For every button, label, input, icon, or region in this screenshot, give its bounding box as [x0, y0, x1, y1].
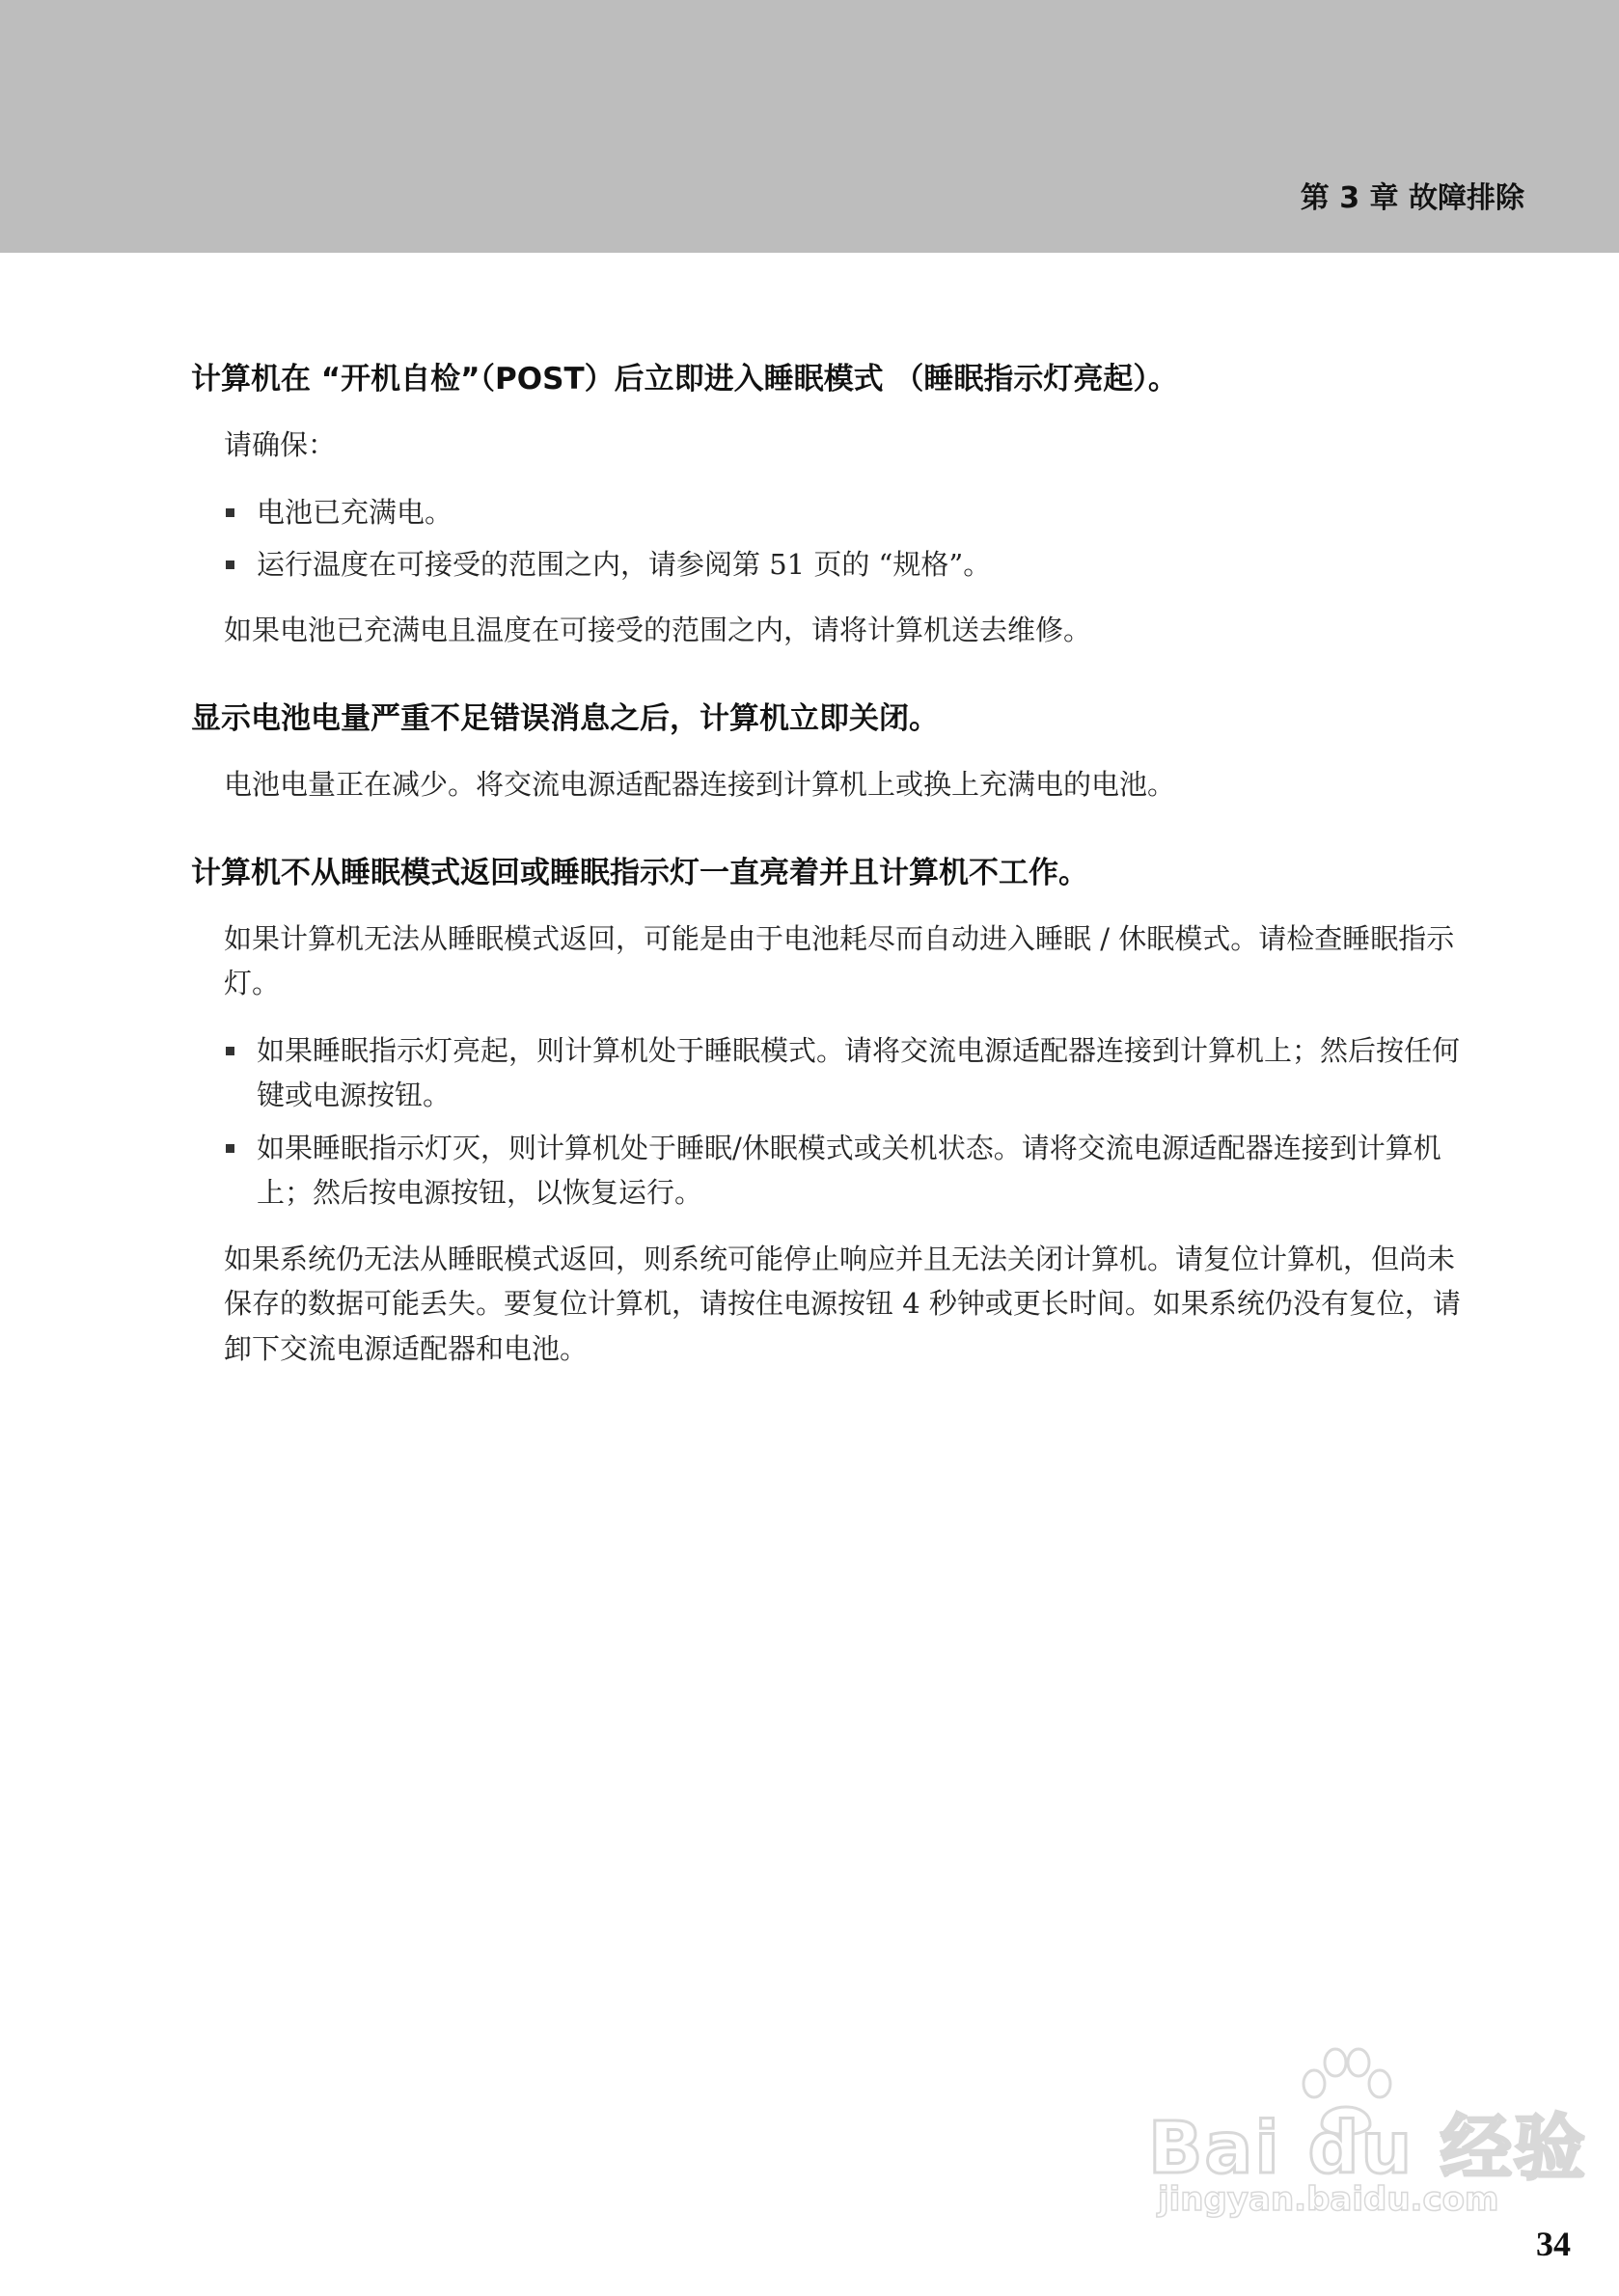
- section-sleep-after-post: [191, 357, 1474, 652]
- watermark-url: jingyan.baidu.com: [1158, 2180, 1499, 2219]
- section-low-battery-shutdown: [191, 697, 1474, 806]
- page-content: [191, 357, 1474, 1415]
- section-intro: 请确保：: [224, 428, 337, 461]
- watermark-brand: Bai du 经验: [1148, 2107, 1587, 2190]
- chapter-title: 第 3 章 故障排除: [1300, 181, 1524, 215]
- bullet-list: [224, 490, 1474, 587]
- page-number: 34: [1536, 2225, 1571, 2263]
- header-band: [0, 0, 1619, 253]
- list-item: 运行温度在可接受的范围之内，请参阅第 51 页的 “规格”。: [224, 542, 1474, 587]
- baidu-jingyan-watermark: [1148, 2045, 1587, 2219]
- bullet-square-icon: [226, 1047, 234, 1055]
- power-button-term: 电源: [783, 1288, 838, 1320]
- list-item: 如果睡眠指示灯灭，则计算机处于睡眠/休眠模式或关机状态。请将交流电源适配器连接到计算机上；然后按电源按钮，以恢复运行。: [224, 1126, 1474, 1216]
- section-intro: 如果计算机无法从睡眠模式返回，可能是由于电池耗尽而自动进入睡眠 / 休眠模式。请检查睡眠指示灯。: [224, 922, 1455, 999]
- bullet-square-icon: [226, 560, 234, 569]
- section-outro: 如果系统仍无法从睡眠模式返回，则系统可能停止响应并且无法关闭计算机。请复位计算机，但尚未保存的数据可能丢失。要复位计算机，请按住电源按钮 4 秒钟或更长时间。如果系统仍没有复位，请卸下交流电源适配器和电池。: [224, 1243, 1461, 1365]
- section-heading: 计算机在 “开机自检”（POST）后立即进入睡眠模式 （睡眠指示灯亮起）。: [191, 362, 1178, 396]
- section-body: 电池电量正在减少。将交流电源适配器连接到计算机上或换上充满电的电池。: [224, 768, 1176, 801]
- section-outro: 如果电池已充满电且温度在可接受的范围之内，请将计算机送去维修。: [224, 614, 1092, 646]
- power-button-term: 电源: [313, 1080, 368, 1111]
- list-item: 如果睡眠指示灯亮起，则计算机处于睡眠模式。请将交流电源适配器连接到计算机上；然后按任何键或电源按钮。: [224, 1028, 1474, 1118]
- section-heading: 计算机不从睡眠模式返回或睡眠指示灯一直亮着并且计算机不工作。: [191, 856, 1088, 890]
- bullet-square-icon: [226, 1144, 234, 1153]
- power-button-term: 电源: [397, 1177, 452, 1209]
- section-no-resume-from-sleep: [191, 851, 1474, 1371]
- section-heading: 显示电池电量严重不足错误消息之后，计算机立即关闭。: [191, 701, 939, 736]
- list-item: 电池已充满电。: [224, 490, 1474, 534]
- bullet-square-icon: [226, 508, 234, 517]
- bullet-list: [224, 1028, 1474, 1216]
